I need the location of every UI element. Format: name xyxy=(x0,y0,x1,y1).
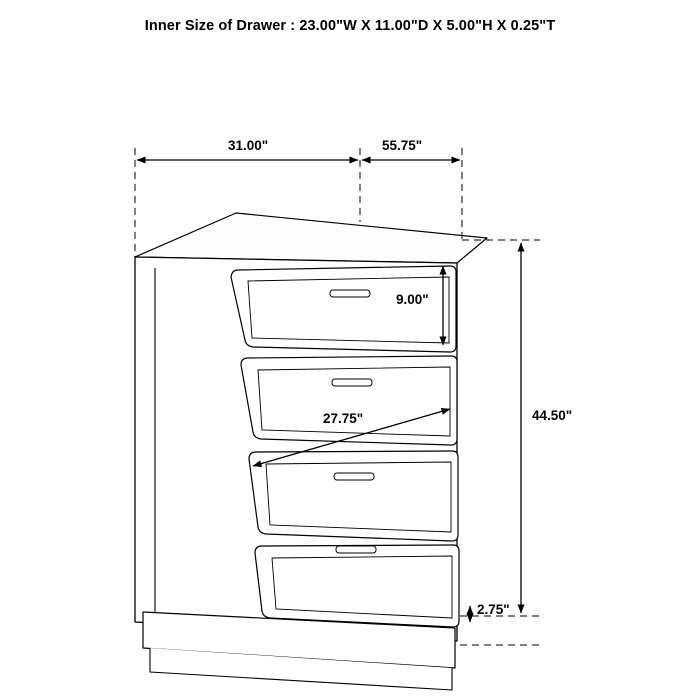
dim-label-depth-side: 55.75" xyxy=(382,138,423,153)
drawer-3 xyxy=(249,451,458,541)
drawer-3-handle xyxy=(334,473,374,480)
drawer-2-handle xyxy=(332,379,372,386)
dim-label-drawer-front-width: 27.75" xyxy=(323,411,364,426)
drawer-1-handle xyxy=(330,290,370,297)
dim-label-total-height: 44.50" xyxy=(532,408,573,423)
page-title: Inner Size of Drawer : 23.00"W X 11.00"D X 5.00"H X 0.25"T xyxy=(144,18,556,34)
dim-label-drawer-height: 9.00" xyxy=(396,292,429,307)
dim-label-base-height: 2.75" xyxy=(477,602,510,617)
dim-label-width-front: 31.00" xyxy=(228,138,269,153)
chest-top-panel xyxy=(135,213,487,263)
drawer-4-handle xyxy=(336,546,376,553)
